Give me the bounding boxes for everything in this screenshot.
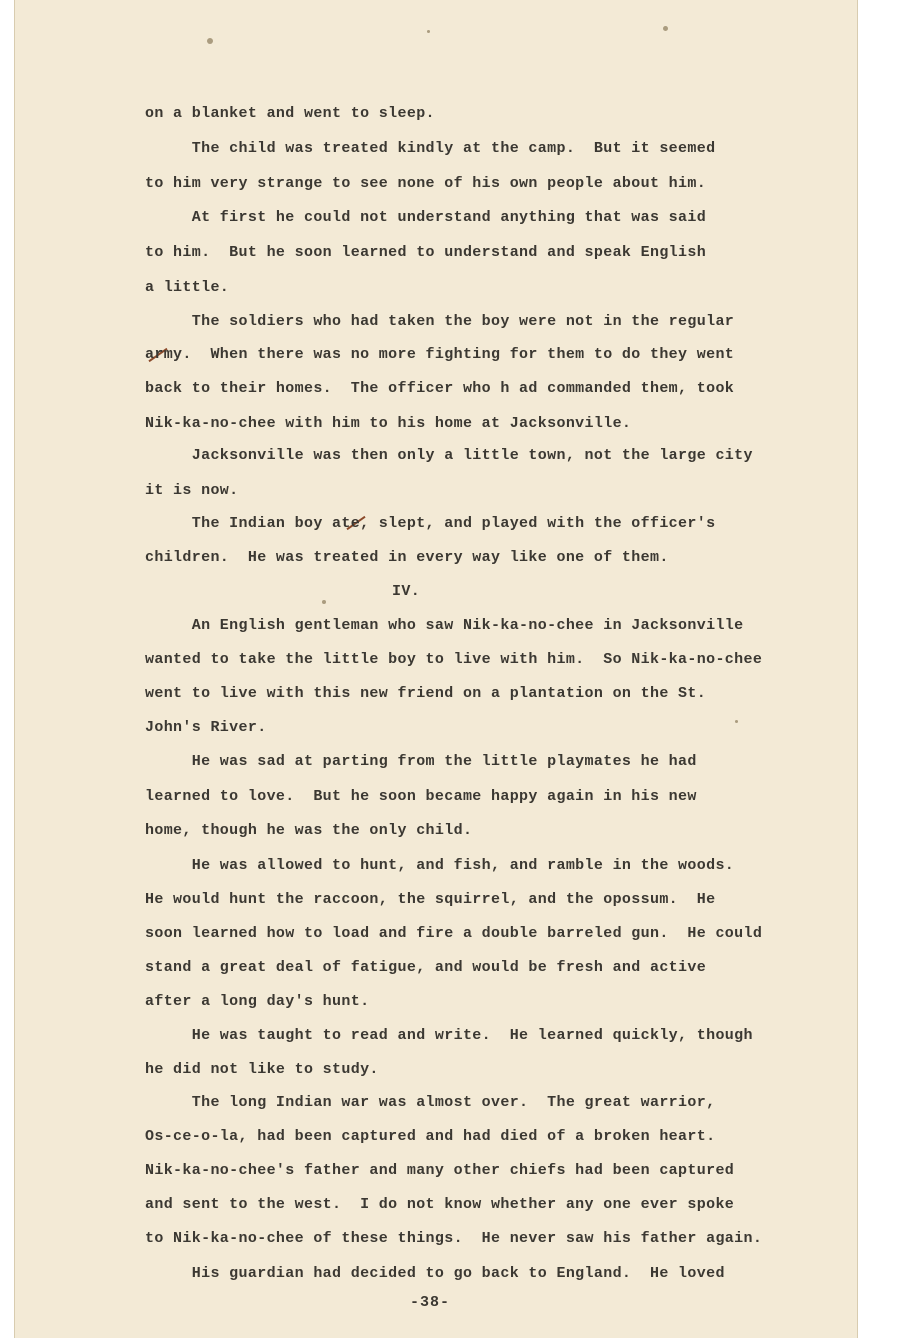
text-line: wanted to take the little boy to live with him. So Nik-ka-no-chee — [145, 651, 763, 668]
text-line: back to their homes. The officer who h ad commanded them, took — [145, 380, 735, 397]
text-line: went to live with this new friend on a plantation on the St. — [145, 685, 707, 702]
speck — [663, 26, 668, 31]
speck — [427, 30, 430, 33]
text-line: Os-ce-o-la, had been captured and had died of a broken heart. — [145, 1128, 716, 1145]
text-line: it is now. — [145, 482, 239, 499]
text-line: His guardian had decided to go back to England. He loved — [145, 1265, 725, 1282]
text-line: He was allowed to hunt, and fish, and ramble in the woods. — [145, 857, 735, 874]
text-line: a little. — [145, 279, 230, 296]
speck — [322, 600, 326, 604]
text-line: Nik-ka-no-chee with him to his home at Jacksonville. — [145, 415, 632, 432]
text-line: and sent to the west. I do not know whether any one ever spoke — [145, 1196, 735, 1213]
text-line: John's River. — [145, 719, 267, 736]
text-line: learned to love. But he soon became happy again in his new — [145, 788, 697, 805]
document-page — [14, 0, 858, 1338]
text-line: home, though he was the only child. — [145, 822, 473, 839]
text-line: soon learned how to load and fire a double barreled gun. He could — [145, 925, 763, 942]
text-line: army. When there was no more fighting for them to do they went — [145, 346, 735, 363]
text-line: Nik-ka-no-chee's father and many other chiefs had been captured — [145, 1162, 735, 1179]
speck — [207, 38, 213, 44]
text-line: At first he could not understand anything that was said — [145, 209, 707, 226]
text-line: to him. But he soon learned to understand and speak English — [145, 244, 707, 261]
page-number: -38- — [410, 1294, 451, 1311]
text-line: He would hunt the raccoon, the squirrel, and the opossum. He — [145, 891, 716, 908]
text-line: The child was treated kindly at the camp. But it seemed — [145, 140, 716, 157]
text-line: to Nik-ka-no-chee of these things. He never saw his father again. — [145, 1230, 763, 1247]
text-line: to him very strange to see none of his own people about him. — [145, 175, 707, 192]
section-heading: IV. — [392, 583, 421, 600]
text-line: An English gentleman who saw Nik-ka-no-chee in Jacksonville — [145, 617, 744, 634]
text-line: stand a great deal of fatigue, and would be fresh and active — [145, 959, 707, 976]
text-line: He was taught to read and write. He learned quickly, though — [145, 1027, 753, 1044]
speck — [735, 720, 738, 723]
text-line: The soldiers who had taken the boy were not in the regular — [145, 313, 735, 330]
text-line: Jacksonville was then only a little town, not the large city — [145, 447, 753, 464]
text-line: after a long day's hunt. — [145, 993, 370, 1010]
text-line: He was sad at parting from the little playmates he had — [145, 753, 697, 770]
text-line: children. He was treated in every way like one of them. — [145, 549, 669, 566]
text-line: he did not like to study. — [145, 1061, 379, 1078]
text-line: The long Indian war was almost over. The great warrior, — [145, 1094, 716, 1111]
text-line: The Indian boy ate, slept, and played with the officer's — [145, 515, 716, 532]
text-line: on a blanket and went to sleep. — [145, 105, 435, 122]
